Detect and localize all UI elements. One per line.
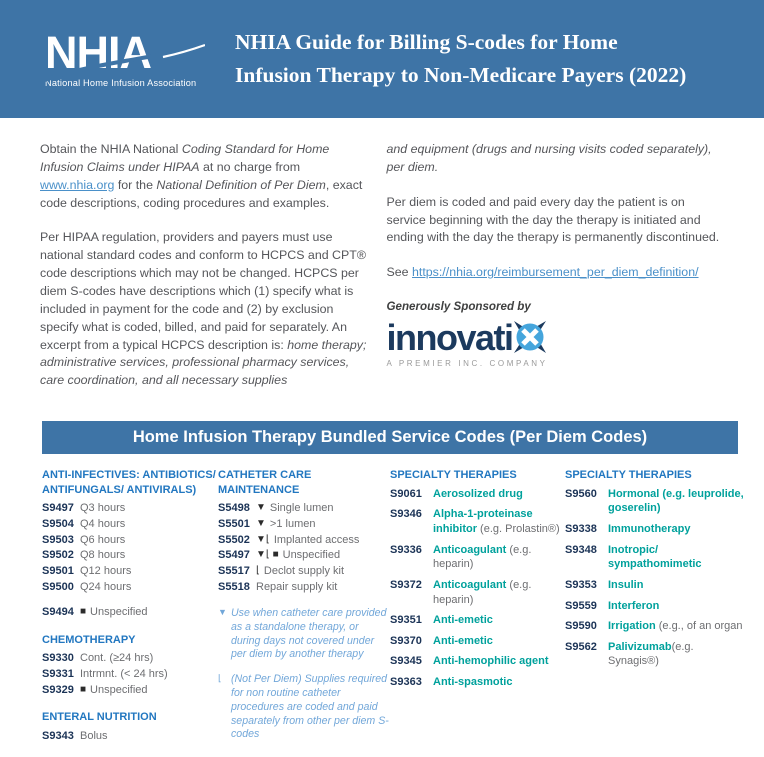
footnote-text: (Not Per Diem) Supplies required for non routine catheter procedures are coded and paid separately from other per diem S-codes [231,673,389,741]
therapy-name-line [433,578,565,607]
specialty-entry-body [433,634,565,649]
innovatix-logo [386,316,727,358]
code-number: S9562 [565,640,597,653]
code-row [42,564,218,579]
code-marker-icon: ▼ [256,502,266,514]
therapy-example: (e.g., of an organ [655,620,743,633]
code-number: S9345 [390,655,422,668]
therapy-name-line [433,654,565,669]
therapy-name: Anti-emetic [433,614,493,627]
code-number: S9504 [42,518,74,531]
therapy-name: Insulin [608,578,644,591]
therapy-name-line [608,599,744,614]
code-row [218,580,390,595]
code-section [42,710,218,743]
nhia-logo-caption: National Home Infusion Association [45,78,197,88]
code-row [42,651,218,666]
intro-paragraph-3: and equipment (drugs and nursing visits coded separately), per diem. [386,142,712,174]
code-number: S5518 [218,580,250,593]
code-row [42,501,218,516]
code-description: >1 lumen [269,518,316,531]
therapy-name-line [433,675,565,690]
therapy-name-cont: goserelin) [608,502,661,515]
code-number: S9372 [390,578,422,591]
code-description: Intrmnt. (< 24 hrs) [80,668,168,681]
code-row [218,548,390,563]
code-section-list [42,729,218,744]
code-row [42,517,218,532]
footnote-marker-icon: ⌊ [218,673,222,684]
therapy-name: Alpha-1-proteinase [433,508,533,521]
innovatix-x-icon [511,318,549,356]
intro-right-column [387,141,727,407]
code-number: S9502 [42,549,74,562]
code-description: Single lumen [269,502,334,515]
code-number: S9500 [42,580,74,593]
code-marker-icon: ▼ [256,518,266,530]
code-number: S9370 [390,634,422,647]
therapy-name-line2 [608,501,744,516]
nhia-logo-word: NHIA [45,27,151,78]
therapy-name: Anti-hemophilic agent [433,655,549,668]
code-section-heading: CATHETER CARE MAINTENANCE [218,469,312,496]
code-number: S5498 [218,502,250,515]
specialty-entry [390,675,565,690]
specialty-entry-body [433,613,565,628]
code-row [42,605,218,620]
footnote [218,607,390,662]
code-marker-icon: ■ [80,683,87,695]
therapy-name-line [433,613,565,628]
specialty-entry-body [433,654,565,669]
specialty-entry-body [608,522,744,537]
code-row [42,548,218,563]
therapy-name: Anticoagulant [433,578,507,591]
code-number: S5497 [218,549,250,562]
specialty-entry-body [433,675,565,690]
specialty-entry-body [433,543,565,572]
therapy-name: Immunotherapy [608,523,691,536]
code-description: Repair supply kit [256,580,338,593]
code-description: Q6 hours [80,533,126,546]
therapy-name-line [608,487,744,502]
code-number: S5501 [218,518,250,531]
code-section-heading: ANTI-INFECTIVES: ANTIBIOTICS/ ANTIFUNGALS/ ANTIVIRALS) [42,469,216,496]
code-number: S9363 [390,676,422,689]
code-description: Unspecified [282,549,341,562]
code-number: S9330 [42,652,74,665]
therapy-name: Inotropic/ sympathomimetic [608,543,702,571]
code-number: S9560 [565,487,597,500]
specialty-entry-body [608,599,744,614]
code-number: S9590 [565,620,597,633]
therapy-example: (e.g. heparin) [433,578,532,606]
therapy-name-line [433,487,565,502]
specialty-entry-body [608,619,744,634]
specialty-entry-body [433,507,565,536]
specialty-entry [390,634,565,649]
code-number: S9061 [390,487,422,500]
code-number: S9559 [565,599,597,612]
catheter-footnotes [218,607,390,742]
code-description: Unspecified [90,683,148,696]
therapy-example: (e.g. Synagis®) [608,640,694,668]
therapy-name-cont: inhibitor [433,523,477,536]
code-section-heading: ENTERAL NUTRITION [42,711,157,724]
specialty-entry [565,543,744,572]
therapy-name: Interferon [608,599,660,612]
specialty-entry-body [608,578,744,593]
page-title [235,26,686,93]
specialty-list [565,487,744,669]
code-row [42,533,218,548]
code-description: Q3 hours [80,502,126,515]
code-section-list [42,501,218,619]
code-description: Q24 hours [80,580,132,593]
therapy-name: Anti-emetic [433,634,493,647]
code-number: S9348 [565,543,597,556]
code-row [42,580,218,595]
footnote [218,673,390,742]
code-description: Declot supply kit [263,564,344,577]
code-description: Q4 hours [80,518,126,531]
code-number: S5502 [218,533,250,546]
code-description: Cont. (≥24 hrs) [80,652,154,665]
code-description: Q12 hours [80,564,132,577]
code-marker-icon: ▼⌊ [256,533,270,545]
therapy-name: Hormonal (e.g. leuprolide, [608,487,744,500]
code-section [42,633,218,698]
code-row [42,667,218,682]
innovatix-logo-word: innovati [386,316,513,358]
code-description: Q8 hours [80,549,126,562]
therapy-name-line2 [433,522,565,537]
intro-paragraph-2: Per HIPAA regulation, providers and payers must use national standard codes and conform to HCPCS and CPT® code descriptions which may not be changed. HCPCS per diem S-codes have descriptions which (1) specify what is included in payment for the code and (2) by exclusion specify what is coded, billed, and paid for separately. An excerpt from a typical HCPCS description is: home therapy; administrative services, professional pharmacy services, care coordination, and all necessary supplies [40,230,367,388]
footnote-text: Use when catheter care provided as a standalone therapy, or during days not covered under per diem by another therapy [231,607,387,661]
code-marker-icon: ⌊ [256,564,260,576]
specialty-entry-body [433,578,565,607]
intro-paragraph-1: Obtain the NHIA National Coding Standard for Home Infusion Claims under HIPAA at no charge from www.nhia.org for the National Definition of Per Diem, exact code descriptions, coding procedures and examples. [40,142,363,210]
codes-band-title: Home Infusion Therapy Bundled Service Codes (Per Diem Codes) [132,428,648,447]
code-description: Implanted access [273,533,360,546]
code-number: S9351 [390,614,422,627]
code-marker-icon: ■ [80,606,87,618]
code-number: S9329 [42,683,74,696]
code-number: S9494 [42,606,74,619]
specialty-entry [565,599,744,614]
codes-column-specialty-1 [390,468,565,756]
specialty-entry [565,522,744,537]
specialty-entry [390,578,565,607]
code-section-heading: SPECIALTY THERAPIES [390,469,517,482]
codes-band [42,421,738,454]
therapy-name-line [608,543,744,572]
innovatix-tagline: A PREMIER INC. COMPANY [386,358,548,368]
code-number: S9353 [565,578,597,591]
code-section-heading: SPECIALTY THERAPIES [565,469,692,482]
code-description: Unspecified [90,606,148,619]
code-number: S9331 [42,668,74,681]
per-diem-definition-link-line[interactable]: See https://nhia.org/reimbursement_per_diem_definition/ [386,265,699,280]
specialty-entry [565,640,744,669]
codes-column-anti-infectives [42,468,218,756]
page-title-line2: Infusion Therapy to Non-Medicare Payers (2022) [235,63,687,87]
code-row [218,533,390,548]
code-row [42,683,218,698]
therapy-name: Aerosolized drug [433,487,523,500]
therapy-name: Palivizumab [608,640,672,653]
specialty-entry [390,507,565,536]
specialty-entry [565,619,744,634]
specialty-entry [390,613,565,628]
therapy-name-line [433,507,565,522]
page-title-line1: NHIA Guide for Billing S-codes for Home [235,29,618,54]
specialty-entry-body [608,640,744,669]
code-section-list [42,651,218,697]
code-number: S9503 [42,533,74,546]
code-section-heading: CHEMOTHERAPY [42,633,136,646]
code-section-list [218,501,390,594]
footnote-marker-icon: ▼ [218,607,227,618]
specialty-entry [565,578,744,593]
therapy-name: Anti-spasmotic [433,676,513,689]
specialty-entry [390,654,565,669]
therapy-example: (e.g. heparin) [433,543,532,571]
code-number: S5517 [218,564,250,577]
nhia-logo [45,27,203,88]
code-marker-icon: ▼⌊ ■ [256,549,279,561]
intro-left-column [40,141,374,407]
codes-grid [0,454,764,756]
specialty-entry-body [608,543,744,572]
intro-section [0,118,764,407]
specialty-entry [390,487,565,502]
code-number: S9343 [42,729,74,742]
intro-paragraph-4: Per diem is coded and paid every day the patient is on service beginning with the day the therapy is initiated and ending with the day the therapy is permanently discontinued. [386,194,720,245]
therapy-name-line [433,634,565,649]
code-row [218,517,390,532]
therapy-name-line [608,619,744,634]
therapy-name: Anticoagulant [433,543,507,556]
therapy-name: Irrigation [608,620,656,633]
sponsor-label: Generously Sponsored by [386,300,531,314]
code-description: Bolus [80,729,108,742]
specialty-list [390,487,565,690]
specialty-entry [390,543,565,572]
code-number: S9497 [42,502,74,515]
code-row [218,501,390,516]
specialty-entry-body [608,487,744,516]
code-row [42,729,218,744]
therapy-name-line [608,640,744,669]
specialty-entry [565,487,744,516]
code-row [218,564,390,579]
therapy-name-line [608,578,744,593]
code-number: S9336 [390,543,422,556]
code-number: S9338 [565,523,597,536]
codes-column-specialty-2 [565,468,744,756]
code-section [42,468,218,620]
therapy-example2: (e.g. Prolastin®) [477,523,560,536]
code-number: S9501 [42,564,74,577]
code-number: S9346 [390,508,422,521]
therapy-name-line [433,543,565,572]
page-header [0,0,764,118]
codes-column-catheter-care [218,468,390,756]
therapy-name-line [608,522,744,537]
specialty-entry-body [433,487,565,502]
